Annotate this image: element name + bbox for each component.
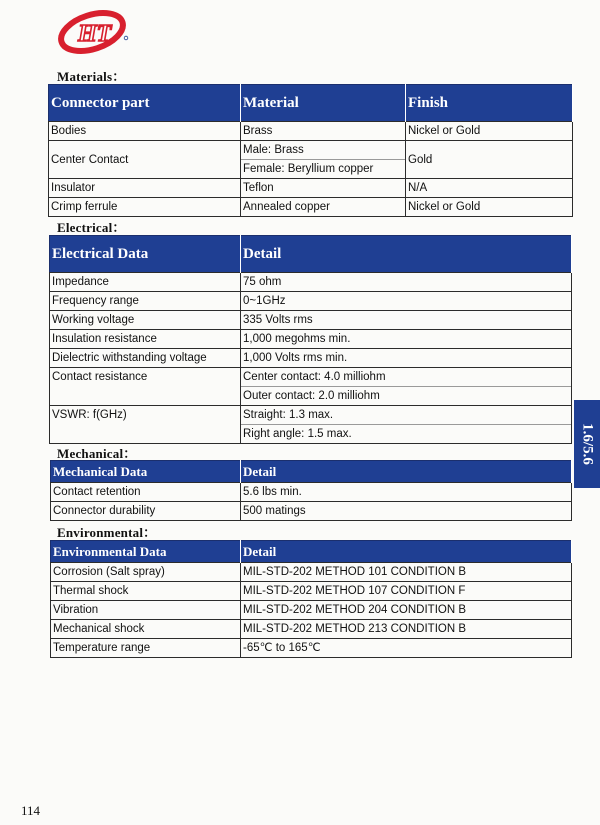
electrical-value: 75 ohm	[241, 273, 572, 292]
table-row	[50, 330, 572, 349]
mechanical-value: 5.6 lbs min.	[241, 483, 572, 502]
environmental-value: MIL-STD-202 METHOD 213 CONDITION B	[241, 620, 572, 639]
mechanical-param: Connector durability	[51, 502, 241, 521]
electrical-header-detail: Detail	[241, 236, 572, 273]
materials-part: Crimp ferrule	[49, 198, 241, 217]
electrical-value: 0~1GHz	[241, 292, 572, 311]
electrical-value: Straight: 1.3 max.	[243, 409, 334, 421]
materials-material-secondary: Female: Beryllium copper	[241, 159, 405, 178]
environmental-param: Corrosion (Salt spray)	[51, 563, 241, 582]
materials-part: Bodies	[49, 122, 241, 141]
logo-lettering: HT	[78, 21, 112, 47]
electrical-param: Insulation resistance	[50, 330, 241, 349]
table-row	[51, 582, 572, 601]
mechanical-param: Contact retention	[51, 483, 241, 502]
electrical-param: Working voltage	[50, 311, 241, 330]
materials-title: Materials：	[57, 69, 126, 84]
materials-material: Teflon	[241, 179, 406, 198]
table-row	[49, 179, 573, 198]
size-side-tab	[574, 400, 600, 488]
mechanical-header-row	[51, 461, 572, 483]
electrical-value-cell	[241, 406, 572, 444]
environmental-header-detail: Detail	[241, 541, 572, 563]
electrical-title: Electrical：	[57, 220, 126, 235]
mechanical-header-detail: Detail	[241, 461, 572, 483]
environmental-value: MIL-STD-202 METHOD 101 CONDITION B	[241, 563, 572, 582]
electrical-value-secondary: Outer contact: 2.0 milliohm	[241, 386, 571, 405]
table-row	[49, 122, 573, 141]
materials-finish: Nickel or Gold	[406, 198, 573, 217]
materials-finish: N/A	[406, 179, 573, 198]
environmental-value: MIL-STD-202 METHOD 107 CONDITION F	[241, 582, 572, 601]
table-row	[50, 368, 572, 406]
table-row	[50, 292, 572, 311]
electrical-param: VSWR: f(GHz)	[50, 406, 241, 444]
environmental-header-data: Environmental Data	[51, 541, 241, 563]
mechanical-value: 500 matings	[241, 502, 572, 521]
materials-material: Brass	[241, 122, 406, 141]
electrical-header-row	[50, 236, 572, 273]
electrical-param: Impedance	[50, 273, 241, 292]
materials-header-material: Material	[241, 85, 406, 122]
environmental-param: Thermal shock	[51, 582, 241, 601]
materials-material-cell	[241, 141, 406, 179]
electrical-value: 1,000 megohms min.	[241, 330, 572, 349]
electrical-table	[49, 235, 572, 444]
side-tab-label: 1.6/5.6	[579, 423, 596, 465]
electrical-value: Center contact: 4.0 milliohm	[243, 371, 386, 383]
table-row	[50, 349, 572, 368]
environmental-value: MIL-STD-202 METHOD 204 CONDITION B	[241, 601, 572, 620]
materials-header-part: Connector part	[49, 85, 241, 122]
table-row	[51, 601, 572, 620]
materials-finish: Gold	[406, 141, 573, 179]
electrical-value: 1,000 Volts rms min.	[241, 349, 572, 368]
materials-header-finish: Finish	[406, 85, 573, 122]
mechanical-table	[50, 460, 572, 521]
electrical-value-cell	[241, 368, 572, 406]
table-row	[51, 563, 572, 582]
materials-material: Male: Brass	[243, 144, 304, 156]
electrical-value: 335 Volts rms	[241, 311, 572, 330]
environmental-param: Mechanical shock	[51, 620, 241, 639]
electrical-header-data: Electrical Data	[50, 236, 241, 273]
table-row	[49, 141, 573, 179]
materials-part: Insulator	[49, 179, 241, 198]
environmental-header-row	[51, 541, 572, 563]
table-row	[50, 311, 572, 330]
materials-header-row	[49, 85, 573, 122]
electrical-value-secondary: Right angle: 1.5 max.	[241, 424, 571, 443]
environmental-table	[50, 540, 572, 658]
environmental-param: Vibration	[51, 601, 241, 620]
mechanical-title: Mechanical：	[57, 446, 137, 461]
electrical-param: Frequency range	[50, 292, 241, 311]
company-logo	[56, 8, 134, 54]
table-row	[49, 198, 573, 217]
page-number: 114	[21, 803, 41, 818]
table-row	[50, 273, 572, 292]
materials-finish: Nickel or Gold	[406, 122, 573, 141]
materials-table	[48, 84, 573, 217]
environmental-value: -65℃ to 165℃	[241, 639, 572, 658]
environmental-title: Environmental：	[57, 525, 157, 540]
mechanical-header-data: Mechanical Data	[51, 461, 241, 483]
table-row	[51, 502, 572, 521]
table-row	[50, 406, 572, 444]
table-row	[51, 620, 572, 639]
environmental-param: Temperature range	[51, 639, 241, 658]
table-row	[51, 639, 572, 658]
materials-material: Annealed copper	[241, 198, 406, 217]
electrical-param: Contact resistance	[50, 368, 241, 406]
materials-part: Center Contact	[49, 141, 241, 179]
electrical-param: Dielectric withstanding voltage	[50, 349, 241, 368]
table-row	[51, 483, 572, 502]
